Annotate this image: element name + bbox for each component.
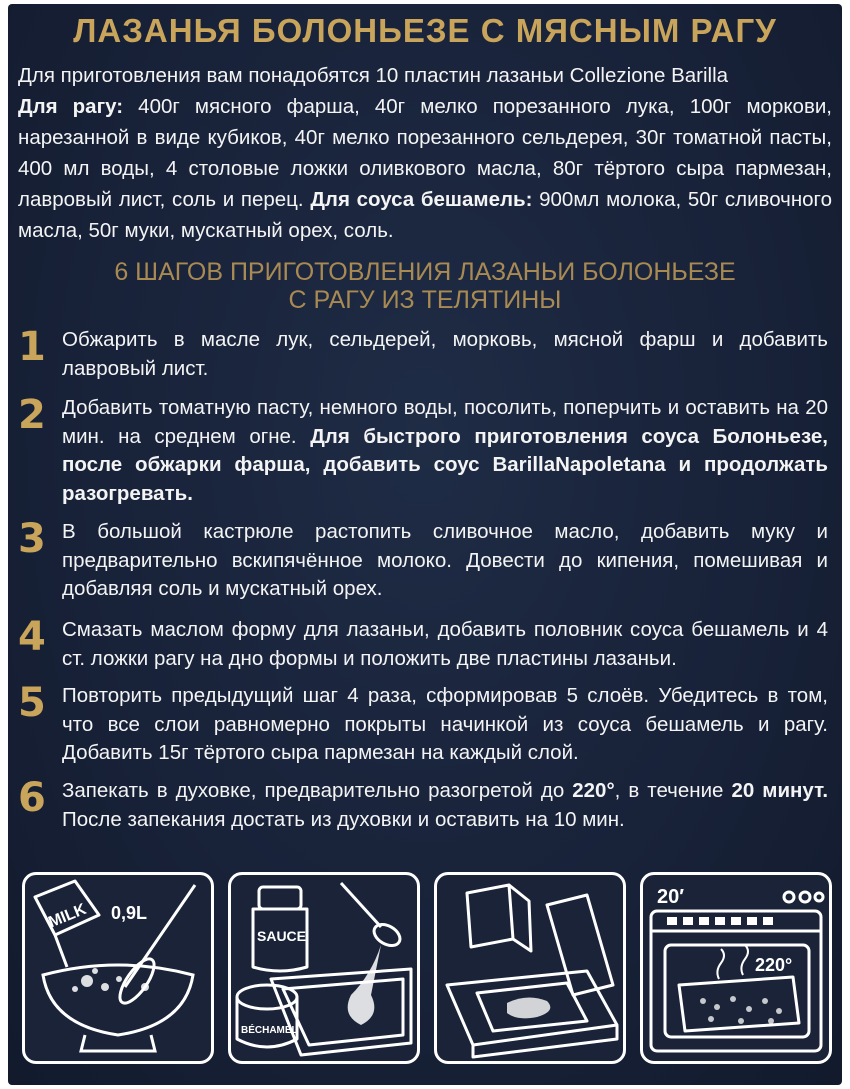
step-temp: 220° (572, 779, 615, 802)
step-number: 6 (18, 775, 46, 821)
step-text-part: Запекать в духовке, предварительно разогретой до (62, 779, 573, 802)
step-text-regular: Добавить томатную пасту, немного воды, посолить, поперчить и оставить на 20 мин. на среднем огне. (62, 396, 828, 448)
ragu-text: 400г мясного фарша, 40г мелко порезанного лука, 100г моркови, нарезанной в виде кубиков, 40г мелко порезанного сельдерея, 30г томатной пасты, 400 мл воды, 4 столовые ложки оливкового масла, 80г тёртого сыра пармезан, лавровый лист, соль и перец. (18, 95, 832, 211)
lasagna-surface-icon (700, 996, 782, 1024)
ingredients-block (18, 60, 832, 246)
steps-heading (8, 258, 842, 314)
step-text: Повторить предыдущий шаг 4 раза, сформировав 5 слоёв. Убедитесь в том, что все слои равномерно покрыты начинкой из соуса бешамель и рагу. Добавить 15г тёртого сыра пармезан на каждый слой. (62, 684, 828, 764)
bechamel-label: BÉCHAMEL (241, 1025, 298, 1036)
temp-label: 220° (755, 955, 793, 975)
step-number: 1 (18, 324, 46, 370)
sauce-label: SAUCE (257, 928, 307, 944)
ingredients-list (18, 91, 832, 246)
step-text: Обжарить в масле лук, сельдерей, морковь, мясной фарш и добавить лавровый лист. (62, 328, 828, 380)
ingredients-lead: Для приготовления вам понадобятся 10 пластин лазаньи Collezione Barilla (18, 64, 729, 87)
sauce-drip-icon (348, 945, 381, 1025)
recipe-panel (8, 4, 842, 1085)
step-number: 5 (18, 680, 46, 726)
step-text: В большой кастрюле растопить сливочное масло, добавить муку и предварительно вскипячённое молоко. Довести до кипения, помешивая и добавляя соль и мускатный орех. (62, 520, 828, 600)
milk-splash-icon (72, 968, 149, 992)
illustration-strip (22, 872, 832, 1072)
recipe-title: ЛАЗАНЬЯ БОЛОНЬЕЗЕ С МЯСНЫМ РАГУ (73, 12, 777, 49)
sauce-text: 900мл молока, 50г сливочного масла, 50г муки, мускатный орех, соль. (18, 188, 832, 242)
sauce-layer-icon (507, 997, 550, 1018)
step-number: 3 (18, 516, 46, 562)
milk-volume: 0,9L (111, 903, 148, 923)
step-text-bold: Для быстрого приготовления соуса Болоньезе, после обжарки фарша, добавить соус BarillaNapoletana и продолжать разогревать. (62, 424, 828, 505)
step-text-part: После запекания достать из духовки и оставить на 10 мин. (62, 807, 625, 831)
step-time: 20 минут. (731, 779, 829, 802)
steps-heading-line1: 6 ШАГОВ ПРИГОТОВЛЕНИЯ ЛАЗАНЬИ БОЛОНЬЕЗЕ (114, 258, 736, 286)
oven-illustration (640, 872, 832, 1064)
layering-illustration (434, 872, 626, 1064)
step-number: 4 (18, 614, 46, 660)
sauce-label: Для соуса бешамель: (310, 188, 533, 211)
step-text: Смазать маслом форму для лазаньи, добавить половник соуса бешамель и 4 ст. ложки рагу на дно формы и положить две пластины лазаньи. (62, 618, 828, 670)
milk-bowl-illustration (22, 872, 214, 1064)
step-number: 2 (18, 392, 46, 438)
oven-dial-icons (667, 917, 773, 925)
step-text-part: , в течение (614, 779, 732, 802)
steps-heading-line2: С РАГУ ИЗ ТЕЛЯТИНЫ (288, 286, 562, 314)
heat-waves-icon (717, 945, 748, 979)
step-text (62, 777, 828, 834)
step-text (62, 394, 828, 508)
ragu-label: Для рагу: (18, 95, 124, 118)
milk-label: MILK (46, 900, 89, 932)
sauce-spread-illustration (228, 872, 420, 1064)
timer-label: 20′ (657, 886, 685, 908)
